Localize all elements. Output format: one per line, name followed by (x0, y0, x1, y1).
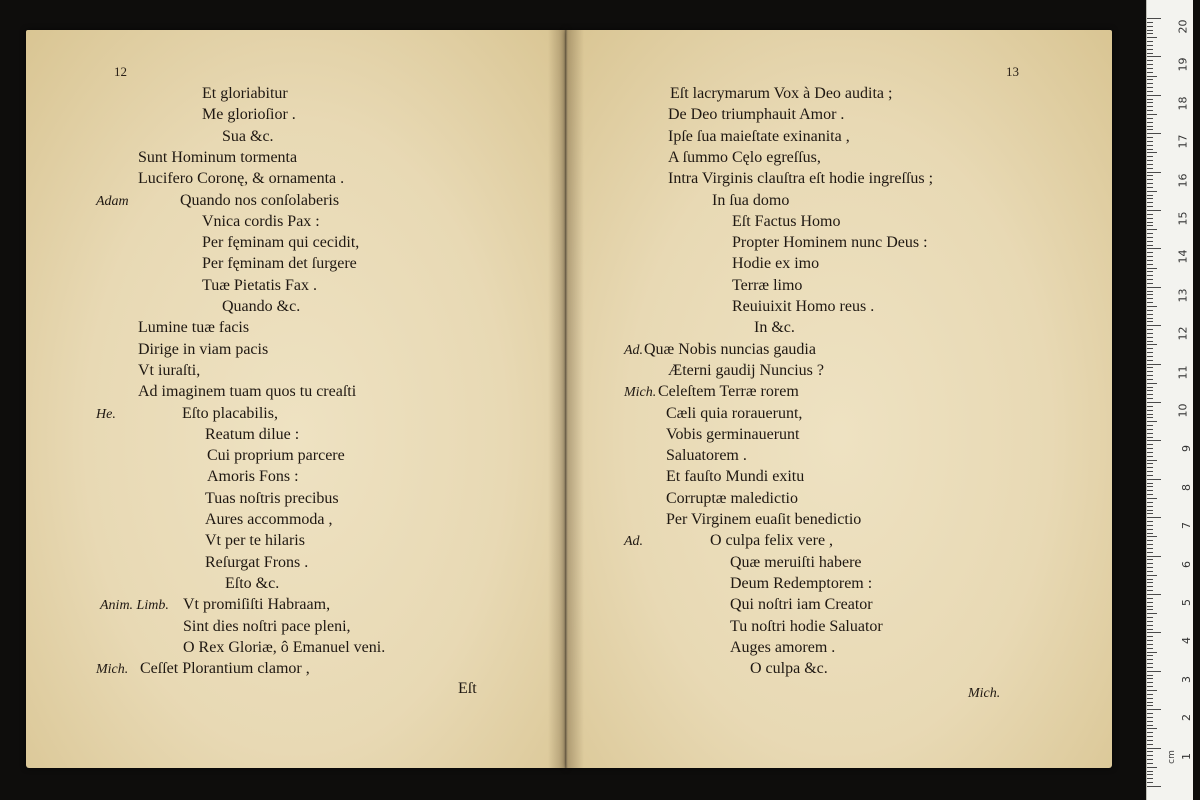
right-verse-line: Eſt lacrymarum Vox à Deo audita ; (670, 85, 893, 102)
ruler-tick (1147, 325, 1161, 326)
ruler-tick (1147, 774, 1153, 775)
left-verse-line: Me glorioſior . (202, 106, 296, 124)
ruler-tick (1147, 513, 1153, 514)
ruler-tick (1147, 187, 1153, 188)
ruler-tick (1147, 686, 1153, 687)
ruler-tick (1147, 275, 1153, 276)
ruler-tick (1147, 241, 1153, 242)
ruler-tick (1147, 506, 1153, 507)
right-verse-line: Saluatorem . (666, 447, 747, 465)
ruler-tick (1147, 202, 1153, 203)
ruler-tick (1147, 590, 1153, 591)
right-verse-line: Eſt Factus Homo (732, 212, 841, 230)
ruler-tick (1147, 333, 1153, 334)
ruler-tick (1147, 667, 1153, 668)
ruler-tick (1147, 702, 1153, 703)
ruler-tick (1147, 609, 1153, 610)
ruler-tick (1147, 690, 1157, 691)
right-verse-line: Terræ limo (732, 276, 803, 294)
right-verse-line: Æterni gaudij Nuncius ? (668, 361, 824, 379)
right-verse-line: De Deo triumphauit Amor . (668, 106, 845, 124)
ruler-tick (1147, 26, 1153, 27)
ruler-tick (1147, 64, 1153, 65)
ruler-number-label: 14 (1176, 249, 1190, 264)
ruler-tick (1147, 233, 1153, 234)
ruler-tick (1147, 437, 1153, 438)
ruler-tick (1147, 367, 1153, 368)
ruler-tick (1147, 337, 1153, 338)
ruler-tick (1147, 210, 1161, 211)
ruler-tick (1147, 56, 1161, 57)
ruler-tick (1147, 771, 1153, 772)
right-verse-line: Vobis germinauerunt (666, 425, 800, 443)
ruler-tick (1147, 291, 1153, 292)
ruler-tick (1147, 417, 1153, 418)
left-speaker-label: Adam (96, 193, 129, 209)
right-verse-line: Quæ meruiſti habere (730, 553, 862, 571)
ruler-tick (1147, 671, 1161, 672)
ruler-number-label: 4 (1180, 637, 1193, 645)
left-verse-line: Reſurgat Frons . (205, 553, 309, 571)
ruler-tick (1147, 548, 1153, 549)
ruler-number-label: 19 (1176, 57, 1190, 72)
ruler-tick (1147, 606, 1153, 607)
ruler-tick (1147, 260, 1153, 261)
ruler-tick (1147, 30, 1153, 31)
ruler-number-label: 12 (1176, 326, 1190, 341)
ruler-tick (1147, 567, 1153, 568)
ruler-tick (1147, 556, 1161, 557)
ruler-tick (1147, 79, 1153, 80)
ruler-tick (1147, 602, 1153, 603)
ruler-tick (1147, 709, 1161, 710)
ruler-tick (1147, 310, 1153, 311)
left-verse-line: Sint dies noſtri pace pleni, (183, 617, 351, 635)
ruler-tick (1147, 149, 1153, 150)
ruler-tick (1147, 456, 1153, 457)
ruler-tick (1147, 644, 1153, 645)
ruler-tick (1147, 544, 1153, 545)
ruler-tick (1147, 390, 1153, 391)
right-verse-line: Ipſe ſua maieſtate exinanita , (668, 127, 850, 145)
ruler-tick (1147, 164, 1153, 165)
ruler-tick (1147, 344, 1157, 345)
left-verse-line: Aures accommoda , (205, 511, 333, 528)
left-verse-line: Vt promiſiſti Habraam, (183, 596, 331, 614)
ruler-tick (1147, 490, 1153, 491)
ruler-tick (1147, 498, 1157, 499)
ruler-tick (1147, 283, 1153, 284)
ruler-tick (1147, 429, 1153, 430)
ruler-tick (1147, 629, 1153, 630)
left-speaker-label: Anim. Limb. (100, 598, 169, 614)
ruler-tick (1147, 632, 1161, 633)
right-verse-line: Reuiuixit Homo reus . (732, 298, 875, 315)
ruler-tick (1147, 237, 1153, 238)
ruler-tick (1147, 778, 1153, 779)
ruler-tick (1147, 156, 1153, 157)
ruler-tick (1147, 172, 1161, 173)
ruler-tick (1147, 360, 1153, 361)
ruler-tick (1147, 571, 1153, 572)
ruler-tick (1147, 45, 1153, 46)
ruler-tick (1147, 87, 1153, 88)
ruler-tick (1147, 563, 1153, 564)
right-verse-line: Quæ Nobis nuncias gaudia (644, 340, 816, 358)
ruler-tick (1147, 114, 1157, 115)
ruler-tick (1147, 655, 1153, 656)
ruler-tick (1147, 728, 1157, 729)
ruler-tick (1147, 594, 1161, 595)
ruler-tick (1147, 110, 1153, 111)
left-speaker-label: Mich. (96, 662, 129, 678)
ruler-tick (1147, 18, 1161, 19)
ruler-tick (1147, 329, 1153, 330)
left-speaker-label: He. (96, 406, 116, 422)
ruler-tick (1147, 214, 1153, 215)
ruler-tick (1147, 245, 1153, 246)
ruler-tick (1147, 763, 1153, 764)
right-verse-line: Et fauſto Mundi exitu (666, 468, 805, 486)
ruler-tick (1147, 736, 1153, 737)
ruler-tick (1147, 264, 1153, 265)
ruler-tick (1147, 471, 1153, 472)
ruler-tick (1147, 517, 1161, 518)
ruler-tick (1147, 364, 1161, 365)
left-verse-line: Per fęminam qui cecidit, (202, 234, 360, 252)
ruler-tick (1147, 160, 1153, 161)
ruler-number-label: 20 (1176, 19, 1190, 34)
ruler-tick (1147, 206, 1153, 207)
book-gutter (548, 30, 584, 768)
right-folio: 13 (1006, 64, 1019, 79)
ruler-tick (1147, 582, 1153, 583)
ruler-tick (1147, 414, 1153, 415)
ruler-tick (1147, 786, 1161, 787)
ruler-number-label: 9 (1180, 445, 1193, 453)
ruler-number-label: 10 (1176, 403, 1190, 418)
ruler-number-label: 5 (1180, 599, 1193, 606)
ruler-tick (1147, 252, 1153, 253)
right-speaker-label: Ad. (624, 342, 644, 358)
ruler-tick (1147, 198, 1153, 199)
ruler-tick (1147, 463, 1153, 464)
ruler-tick (1147, 406, 1153, 407)
ruler-tick (1147, 318, 1153, 319)
ruler-tick (1147, 122, 1153, 123)
ruler-tick (1147, 717, 1153, 718)
ruler-tick (1147, 33, 1153, 34)
ruler-tick (1147, 175, 1153, 176)
ruler-number-label: 2 (1180, 714, 1193, 722)
ruler-tick (1147, 625, 1153, 626)
left-verse-line: Ceſſet Plorantium clamor , (140, 660, 310, 678)
ruler-tick (1147, 383, 1157, 384)
ruler-tick (1147, 302, 1153, 303)
ruler-tick (1147, 141, 1153, 142)
left-verse-line: Eſto &c. (225, 574, 280, 592)
ruler-tick (1147, 133, 1161, 134)
ruler-tick (1147, 314, 1153, 315)
ruler-number-label: 3 (1180, 675, 1193, 683)
ruler-tick (1147, 494, 1153, 495)
ruler-tick (1147, 49, 1153, 50)
ruler-tick (1147, 402, 1161, 403)
ruler-tick (1147, 586, 1153, 587)
left-verse-line: Lucifero Coronę, & ornamenta . (138, 170, 345, 188)
right-verse-line: Per Virginem euaſit benedictio (666, 511, 862, 528)
ruler-number-label: 11 (1176, 365, 1190, 380)
ruler-tick (1147, 229, 1157, 230)
ruler-tick (1147, 145, 1153, 146)
right-catchword: Mich. (968, 686, 1001, 701)
left-catchword: Eſt (458, 680, 477, 697)
ruler-tick (1147, 460, 1157, 461)
ruler-tick (1147, 444, 1153, 445)
left-verse-line: Quando &c. (222, 298, 301, 315)
right-verse-line: Intra Virginis clauſtra eſt hodie ingreſſus ; (668, 170, 934, 188)
ruler-tick (1147, 195, 1153, 196)
ruler-tick (1147, 705, 1153, 706)
ruler-tick (1147, 53, 1153, 54)
ruler-tick (1147, 559, 1153, 560)
ruler-tick (1147, 421, 1157, 422)
ruler-tick (1147, 748, 1161, 749)
ruler-tick (1147, 510, 1153, 511)
right-verse-line: Corruptæ maledictio (666, 489, 798, 507)
right-verse-line: O culpa &c. (750, 660, 828, 678)
ruler-tick (1147, 95, 1161, 96)
ruler-tick (1147, 398, 1153, 399)
right-verse-line: Auges amorem . (730, 638, 836, 656)
ruler-tick (1147, 341, 1153, 342)
ruler-tick (1147, 306, 1157, 307)
ruler-tick (1147, 425, 1153, 426)
left-verse-line: Quando nos conſolaberis (180, 191, 340, 209)
ruler-tick (1147, 191, 1157, 192)
ruler-tick (1147, 433, 1153, 434)
ruler-tick (1147, 99, 1153, 100)
right-verse-line: Cæli quia rorauerunt, (666, 404, 803, 422)
ruler-tick (1147, 598, 1153, 599)
left-verse-line: Lumine tuæ facis (138, 319, 250, 337)
ruler-tick (1147, 321, 1153, 322)
ruler-tick (1147, 475, 1153, 476)
ruler-tick (1147, 248, 1161, 249)
ruler-number-label: 16 (1176, 173, 1190, 188)
ruler-tick (1147, 675, 1153, 676)
ruler-tick (1147, 767, 1157, 768)
ruler-tick (1147, 271, 1153, 272)
ruler-tick (1147, 782, 1153, 783)
ruler-tick (1147, 521, 1153, 522)
ruler-tick (1147, 102, 1153, 103)
ruler-tick (1147, 652, 1157, 653)
ruler-tick (1147, 732, 1153, 733)
ruler-tick (1147, 256, 1153, 257)
ruler-tick (1147, 379, 1153, 380)
ruler-tick (1147, 348, 1153, 349)
ruler-tick (1147, 394, 1153, 395)
ruler-tick (1147, 617, 1153, 618)
left-verse-line: Vt per te hilaris (205, 532, 305, 550)
left-verse-line: Cui proprium parcere (207, 447, 345, 465)
ruler-tick (1147, 179, 1153, 180)
ruler-tick (1147, 287, 1161, 288)
ruler-number-label: 1 (1180, 752, 1193, 760)
ruler-tick (1147, 740, 1153, 741)
right-verse-line: Propter Hominem nunc Deus : (732, 234, 928, 252)
right-verse-line: O culpa felix vere , (710, 532, 834, 550)
ruler-tick (1147, 152, 1157, 153)
ruler-tick (1147, 751, 1153, 752)
left-verse-line: Sunt Hominum tormenta (138, 148, 298, 166)
ruler-tick (1147, 659, 1153, 660)
measurement-ruler (1146, 0, 1193, 800)
ruler-tick (1147, 448, 1153, 449)
left-verse-line: Tuæ Pietatis Fax . (202, 276, 317, 294)
ruler-tick (1147, 126, 1153, 127)
right-verse-line: In &c. (754, 319, 795, 337)
right-verse-line: A ſummo Cęlo egreſſus, (668, 148, 821, 166)
ruler-tick (1147, 533, 1153, 534)
left-verse-line: Vt iuraſti, (138, 361, 201, 379)
left-folio: 12 (114, 64, 127, 79)
right-verse-line: Tu noſtri hodie Saluator (730, 617, 883, 635)
right-speaker-label: Mich. (624, 385, 657, 401)
left-verse-line: Reatum dilue : (205, 425, 300, 443)
left-verse-line: Vnica cordis Pax : (202, 212, 320, 230)
ruler-tick (1147, 375, 1153, 376)
ruler-tick (1147, 268, 1157, 269)
ruler-tick (1147, 640, 1153, 641)
ruler-tick (1147, 83, 1153, 84)
ruler-number-label: 15 (1176, 211, 1190, 226)
ruler-tick (1147, 755, 1153, 756)
ruler-tick (1147, 129, 1153, 130)
ruler-number-label: 18 (1176, 96, 1190, 111)
left-verse-line: Dirige in viam pacis (138, 340, 269, 358)
ruler-number-label: 6 (1180, 560, 1193, 568)
ruler-number-label: 13 (1176, 288, 1190, 303)
ruler-tick (1147, 536, 1157, 537)
ruler-tick (1147, 41, 1153, 42)
ruler-tick (1147, 502, 1153, 503)
ruler-tick (1147, 387, 1153, 388)
left-verse-line: O Rex Gloriæ, ô Emanuel veni. (183, 638, 386, 656)
ruler-tick (1147, 106, 1153, 107)
ruler-tick (1147, 452, 1153, 453)
ruler-unit-label: cm (1166, 750, 1177, 764)
ruler-tick (1147, 713, 1153, 714)
ruler-tick (1147, 76, 1157, 77)
ruler-tick (1147, 298, 1153, 299)
ruler-tick (1147, 279, 1153, 280)
ruler-tick (1147, 682, 1153, 683)
left-verse-line: Sua &c. (222, 127, 274, 145)
ruler-tick (1147, 721, 1153, 722)
right-verse-line: In ſua domo (712, 191, 790, 209)
ruler-tick (1147, 356, 1153, 357)
ruler-tick (1147, 183, 1153, 184)
ruler-tick (1147, 225, 1153, 226)
ruler-tick (1147, 22, 1153, 23)
ruler-tick (1147, 613, 1157, 614)
ruler-tick (1147, 648, 1153, 649)
ruler-tick (1147, 540, 1153, 541)
ruler-tick (1147, 440, 1161, 441)
left-verse-line: Et gloriabitur (202, 85, 288, 102)
right-verse-line: Celeſtem Terræ rorem (658, 383, 799, 401)
ruler-tick (1147, 72, 1153, 73)
ruler-tick (1147, 60, 1153, 61)
ruler-tick (1147, 410, 1153, 411)
ruler-tick (1147, 483, 1153, 484)
left-verse-line: Amoris Fons : (207, 468, 299, 486)
ruler-tick (1147, 222, 1153, 223)
ruler-tick (1147, 218, 1153, 219)
ruler-tick (1147, 636, 1153, 637)
ruler-tick (1147, 663, 1153, 664)
ruler-tick (1147, 137, 1153, 138)
left-verse-line: Eſto placabilis, (182, 404, 278, 422)
ruler-tick (1147, 118, 1153, 119)
left-verse-line: Tuas noſtris precibus (205, 489, 339, 507)
ruler-number-label: 8 (1180, 483, 1193, 491)
ruler-tick (1147, 579, 1153, 580)
left-verse-line: Per fęminam det ſurgere (202, 255, 357, 273)
ruler-tick (1147, 68, 1153, 69)
ruler-tick (1147, 744, 1153, 745)
right-verse-line: Qui noſtri iam Creator (730, 596, 873, 614)
ruler-number-label: 17 (1176, 134, 1190, 149)
ruler-tick (1147, 467, 1153, 468)
ruler-tick (1147, 294, 1153, 295)
ruler-tick (1147, 694, 1153, 695)
ruler-tick (1147, 486, 1153, 487)
right-speaker-label: Ad. (624, 534, 644, 550)
ruler-tick (1147, 725, 1153, 726)
ruler-tick (1147, 529, 1153, 530)
ruler-number-label: 7 (1180, 522, 1193, 530)
ruler-tick (1147, 698, 1153, 699)
ruler-tick (1147, 575, 1157, 576)
ruler-tick (1147, 552, 1153, 553)
ruler-tick (1147, 759, 1153, 760)
ruler-tick (1147, 525, 1153, 526)
ruler-tick (1147, 352, 1153, 353)
ruler-tick (1147, 371, 1153, 372)
ruler-tick (1147, 678, 1153, 679)
left-verse-line: Ad imaginem tuam quos tu creaſti (138, 383, 357, 401)
ruler-tick (1147, 37, 1157, 38)
ruler-tick (1147, 168, 1153, 169)
right-verse-line: Hodie ex imo (732, 255, 820, 273)
right-verse-line: Deum Redemptorem : (730, 574, 873, 592)
ruler-tick (1147, 91, 1153, 92)
ruler-tick (1147, 621, 1153, 622)
ruler-tick (1147, 479, 1161, 480)
